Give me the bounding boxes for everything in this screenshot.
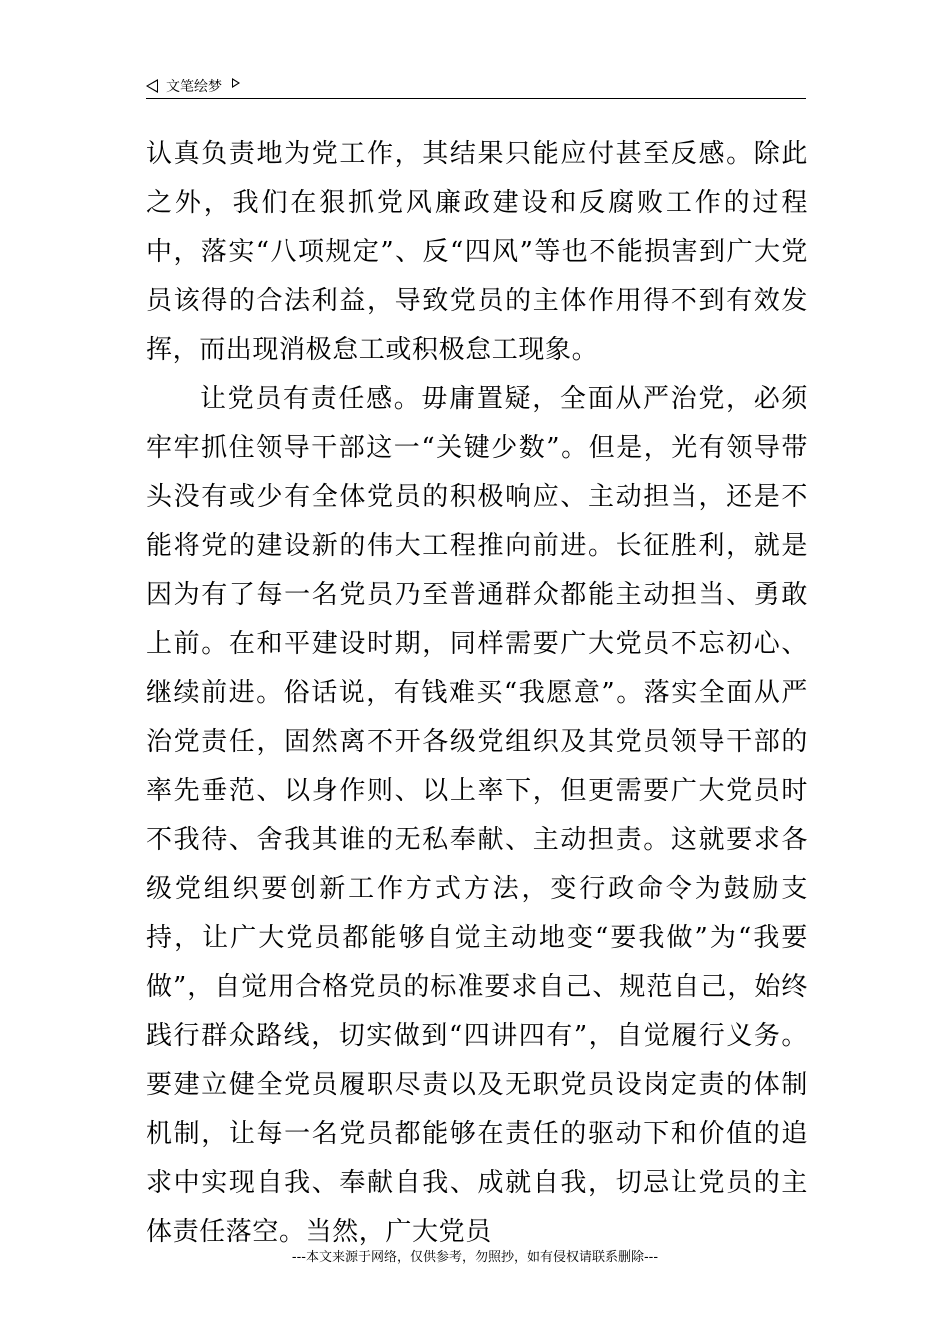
header-divider [146,98,806,99]
header-title: 文笔绘梦 [166,79,222,95]
page-header [146,74,806,98]
footer-notice: ---本文来源于网络，仅供参考，勿照抄，如有侵权请联系删除--- [291,1250,659,1265]
right-triangle-icon [232,78,240,88]
paragraph-responsibility: 让党员有责任感。毋庸置疑，全面从严治党，必须牢牢抓住领导干部这一“关键少数”。但是，光有领导带头没有或少有全体党员的积极响应、主动担当，还是不能将党的建设新的伟大工程推向前进。长征胜利，就是因为有了每一名党员乃至普通群众都能主动担当、勇敢上前。在和平建设时期，同样需要广大党员不忘初心、继续前进。俗话说，有钱难买“我愿意”。落实全面从严治党责任，固然离不开各级党组织及其党员领导干部的率先垂范、以身作则、以上率下，但更需要广大党员时不我待、舍我其谁的无私奉献、主动担责。这就要求各级党组织要创新工作方式方法，变行政命令为鼓励支持，让广大党员都能够自觉主动地变“要我做”为“我要做”，自觉用合格党员的标准要求自己、规范自己，始终践行群众路线，切实做到“四讲四有”，自觉履行义务。要建立健全党员履职尽责以及无职党员设岗定责的体制机制，让每一名党员都能够在责任的驱动下和价值的追求中实现自我、奉献自我、成就自我，切忌让党员的主体责任落空。当然，广大党员 [146,384,808,1247]
paragraph-continuation: 认真负责地为党工作，其结果只能应付甚至反感。除此之外，我们在狠抓党风廉政建设和反腐败工作的过程中，落实“八项规定”、反“四风”等也不能损害到广大党员该得的合法利益，导致党员的主体作用得不到有效发挥，而出现消极怠工或积极怠工现象。 [146,139,808,365]
document-body [146,130,808,1257]
left-triangle-icon [146,79,158,93]
